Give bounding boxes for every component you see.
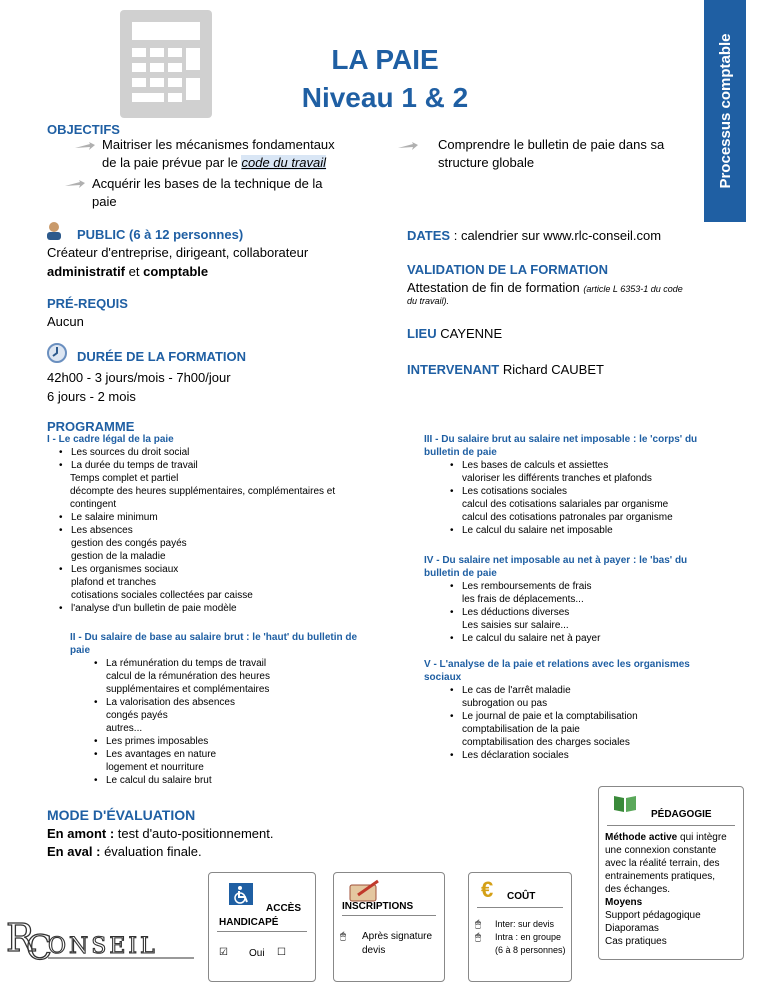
validation-heading: VALIDATION DE LA FORMATION [407,262,608,277]
list-item: • La valorisation des absences [60,696,370,709]
list-item: • La durée du temps de travail [25,459,367,472]
code-du-travail-link[interactable]: code du travail [241,155,327,170]
lieu-line: LIEU CAYENNE [407,326,503,341]
programme-section-4: IV - Du salaire net imposable au net à payer : le 'bas' du bulletin de paie • Les remboursements de frais les frais de déplacements... • Les déductions diverses Les saisies sur salaire... • Le calcul du salaire net à payer [424,554,720,645]
inscriptions-text-b: devis [362,945,386,956]
acces-checkbox-yes[interactable]: ☑ [219,947,228,958]
cout-title: COÛT [507,891,536,902]
objective-1-line-b: de la paie prévue par le code du travail [102,155,327,170]
list-item: • Les organismes sociaux [25,563,367,576]
prereq-value: Aucun [47,314,84,329]
programme-heading: PROGRAMME [47,419,135,434]
book-icon [613,793,637,813]
duree-line1: 42h00 - 3 jours/mois - 7h00/jour [47,370,231,385]
public-line1: Créateur d'entreprise, dirigeant, collaborateur [47,245,309,260]
objective-2-line-b: paie [92,194,117,209]
cout-l2: Intra : en groupe [495,932,562,942]
title-line2: Niveau 1 & 2 [301,82,469,113]
list-item: • Les cotisations sociales [416,485,720,498]
objectives-heading: OBJECTIFS [47,122,120,137]
cout-l3: (6 à 8 personnes) [495,945,566,955]
list-item: • Les remboursements de frais [416,580,720,593]
validation-value: Attestation de fin de formation (article L 6353-1 du code [407,280,683,295]
sidebar-banner [704,0,746,222]
objective-2-line-a: Acquérir les bases de la technique de la [92,176,323,191]
programme-section-3: III - Du salaire brut au salaire net imposable : le 'corps' du bulletin de paie • Les bases de calculs et assiettes valoriser les différents tranches et plafonds • Les cotisations sociales calcul des cotisations salariales par organisme calcul des cotisations patronales par organisme • Le calcul du salaire net imposable [424,433,720,537]
inscriptions-text-a: Après signature [362,931,433,942]
prereq-heading: PRÉ-REQUIS [47,296,128,311]
evaluation-heading: MODE D'ÉVALUATION [47,807,196,823]
calculator-icon [120,10,212,118]
public-heading: PUBLIC (6 à 12 personnes) [77,227,244,242]
list-item: • Le cas de l'arrêt maladie [416,684,720,697]
cout-box [468,872,572,982]
list-item: • Le calcul du salaire brut [60,774,370,787]
acces-oui-label: Oui [249,948,265,959]
arrow-icon [74,141,96,151]
mouse-icon: 🖱 [475,919,481,930]
acces-title-b: HANDICAPÉ [219,917,279,928]
list-item: • Le journal de paie et la comptabilisation [416,710,720,723]
list-item: • Les primes imposables [60,735,370,748]
arrow-icon [64,179,86,189]
list-item: • Les déclaration sociales [416,749,720,762]
list-item: • Le calcul du salaire net imposable [416,524,720,537]
evaluation-line2: En aval : évaluation finale. [47,844,202,859]
validation-note: du travail). [407,296,450,306]
acces-title-a: ACCÈS [266,903,302,914]
arrow-icon [397,141,419,151]
duree-line2: 6 jours - 2 mois [47,389,136,404]
intervenant-line: INTERVENANT Richard CAUBET [407,362,604,377]
list-item: • Les bases de calculs et assiettes [416,459,720,472]
public-line2: administratif et comptable [47,264,209,279]
wheelchair-icon [229,883,253,905]
svg-text:R: R [6,916,35,960]
programme-section-2: II - Du salaire de base au salaire brut : le 'haut' du bulletin de paie • La rémunération du temps de travail calcul de la rémunération des heures supplémentaires et complémentaires • La valorisation des absences congés payés autres... • Les primes imposables • Les avantages en nature logement et nourriture • Le calcul du salaire brut [70,631,370,787]
euro-icon: € [481,877,494,902]
objective-1-line-a: Maitriser les mécanismes fondamentaux [102,137,335,152]
inscriptions-box [333,872,445,982]
objective-3-line-a: Comprendre le bulletin de paie dans sa [438,137,665,152]
sidebar-label: Processus comptable [716,33,734,189]
list-item: • Les absences [25,524,367,537]
list-item: • Les déductions diverses [416,606,720,619]
pedagogie-title: PÉDAGOGIE [651,809,712,820]
programme-section-5: V - L'analyse de la paie et relations avec les organismes sociaux • Le cas de l'arrêt maladie subrogation ou pas • Le journal de paie et la comptabilisation comptabilisation de la paie comptabilisation des charges sociales • Les déclaration sociales [424,658,720,762]
pen-paper-icon [348,877,382,903]
inscriptions-title: INSCRIPTIONS [342,901,414,912]
list-item: • Les sources du droit social [25,446,367,459]
programme-section-1: I - Le cadre légal de la paie • Les sources du droit social • La durée du temps de travail Temps complet et partiel décompte des heures supplémentaires, complémentaires et contingent • Le salaire minimum • Les absences gestion des congés payés gestion de la maladie • Les organismes sociaux plafond et tranches cotisations sociales collectées par caisse • l'analyse d'un bulletin de paie modèle [47,433,367,615]
title-line1: LA PAIE [331,44,439,75]
rlconseil-logo [4,915,198,963]
list-item: • Le calcul du salaire net à payer [416,632,720,645]
list-item: • l'analyse d'un bulletin de paie modèle [25,602,367,615]
dates-line: DATES : calendrier sur www.rlc-conseil.com [407,228,662,243]
objective-3-line-b: structure globale [438,155,535,170]
list-item: • Le salaire minimum [25,511,367,524]
pedagogie-content: Méthode active qui intègre une connexion constante avec la réalité terrain, des entrainements pratiques, des échanges. Moyens Support pédagogique Diaporamas Cas pratiques [605,832,727,947]
acces-handicape-box [208,872,316,982]
svg-text:ONSEIL: ONSEIL [48,934,158,959]
mouse-icon: 🖱 [475,932,481,943]
svg-text:C: C [26,928,53,963]
pedagogie-box [598,786,744,960]
person-icon [45,221,63,241]
clock-icon [46,342,68,364]
list-item: • La rémunération du temps de travail [60,657,370,670]
list-item: • Les avantages en nature [60,748,370,761]
mouse-icon: 🖱 [340,931,346,942]
acces-checkbox-no[interactable]: ☐ [277,947,286,958]
duree-heading: DURÉE DE LA FORMATION [77,349,246,364]
evaluation-line1: En amont : test d'auto-positionnement. [47,826,274,841]
cout-l1: Inter: sur devis [495,919,555,929]
